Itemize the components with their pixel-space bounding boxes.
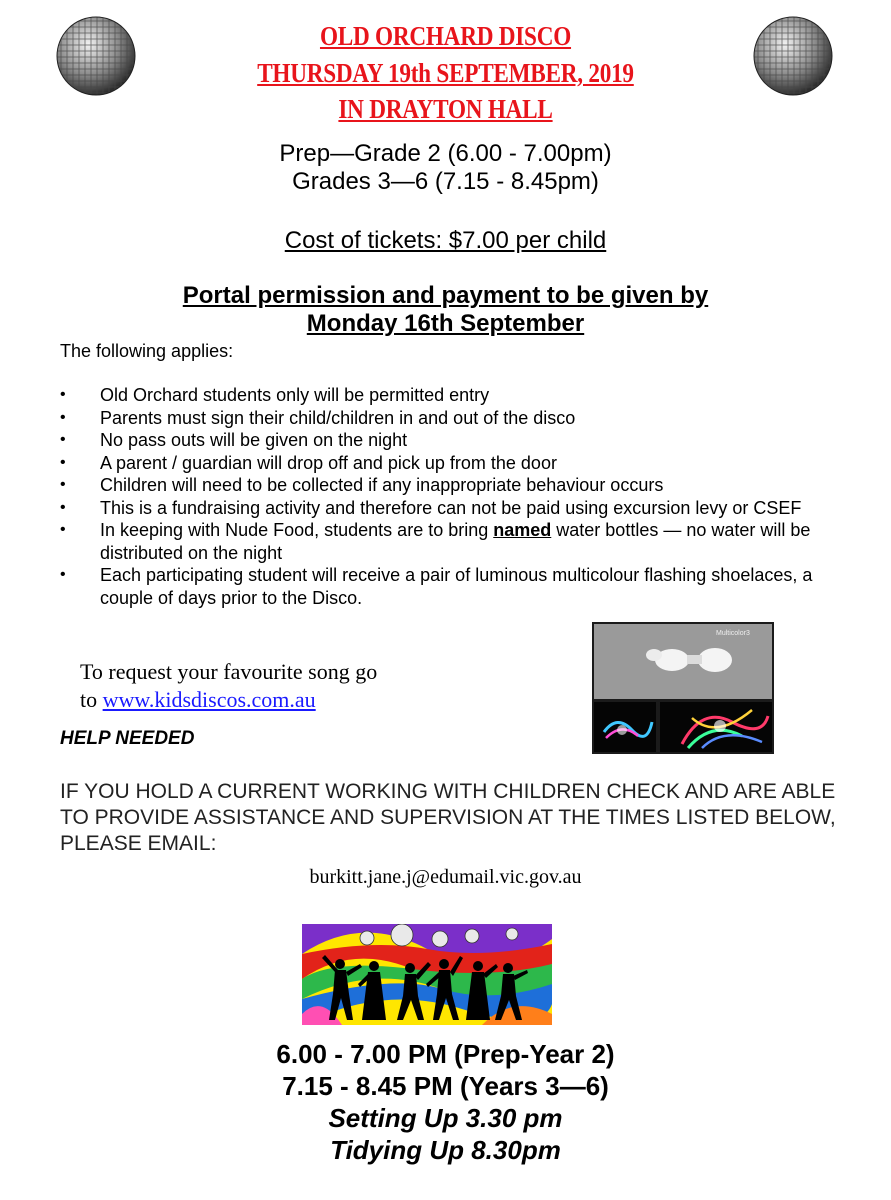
list-item: • Old Orchard students only will be permitted entry — [60, 384, 850, 407]
help-needed-text: IF YOU HOLD A CURRENT WORKING WITH CHILDREN CHECK AND ARE ABLE TO PROVIDE ASSISTANCE AND SUPERVISION AT THE TIMES LISTED BELOW, PLEASE EMAIL: — [60, 780, 836, 855]
song-request-prefix: to — [80, 687, 103, 712]
session-senior: Grades 3—6 (7.15 - 8.45pm) — [292, 168, 599, 195]
portal-deadline-text2: Monday 16th September — [306, 310, 585, 337]
song-request-text: To request your favourite song go — [80, 659, 378, 684]
title-event-date: THURSDAY 19th SEPTEMBER, 2019 — [257, 58, 634, 88]
contact-email: burkitt.jane.j@edumail.vic.gov.au — [309, 866, 582, 888]
ticket-cost-text: Cost of tickets: $7.00 per child — [284, 227, 607, 254]
time-tidy: Tidying Up 8.30pm — [330, 1135, 561, 1165]
applies-label: The following applies: — [60, 341, 234, 361]
shoelace-label: Multicolor3 — [716, 630, 750, 637]
time-setup: Setting Up 3.30 pm — [328, 1103, 563, 1133]
shoelace-photo — [592, 622, 774, 754]
portal-deadline-line2 — [0, 310, 891, 338]
list-item-water — [60, 519, 850, 564]
song-request-link-line — [80, 686, 377, 714]
list-item: • Children will need to be collected if any inappropriate behaviour occurs — [60, 474, 850, 497]
list-item: • A parent / guardian will drop off and pick up from the door — [60, 452, 850, 475]
kidsdiscos-link[interactable]: www.kidsdiscos.com.au — [102, 687, 316, 712]
portal-deadline-text1: Portal permission and payment to be given by — [182, 282, 709, 309]
title-event-venue: IN DRAYTON HALL — [338, 94, 553, 124]
water-rule-before: In keeping with Nude Food, students are to bring — [100, 520, 494, 540]
song-request — [80, 658, 377, 714]
list-item: • Each participating student will receive a pair of luminous multicolour flashing shoelaces, a couple of days prior to the Disco. — [60, 564, 850, 609]
session-junior: Prep—Grade 2 (6.00 - 7.00pm) — [279, 140, 612, 167]
ticket-cost — [0, 227, 891, 255]
time-senior: 7.15 - 8.45 PM (Years 3—6) — [282, 1071, 609, 1101]
water-rule-emphasis: named — [493, 520, 552, 540]
time-junior: 6.00 - 7.00 PM (Prep-Year 2) — [276, 1039, 615, 1069]
disco-dancers-image — [302, 924, 552, 1025]
title-event-name: OLD ORCHARD DISCO — [319, 21, 572, 51]
list-item: • No pass outs will be given on the night — [60, 429, 850, 452]
water-rule-after: water bottles — no water will be distributed on the night — [100, 520, 811, 563]
rules-list — [60, 384, 850, 609]
help-needed-heading: HELP NEEDED — [60, 728, 195, 749]
list-item: • Parents must sign their child/children in and out of the disco — [60, 407, 850, 430]
portal-deadline-line1 — [0, 282, 891, 310]
list-item: • This is a fundraising activity and therefore can not be paid using excursion levy or CSEF — [60, 497, 850, 520]
